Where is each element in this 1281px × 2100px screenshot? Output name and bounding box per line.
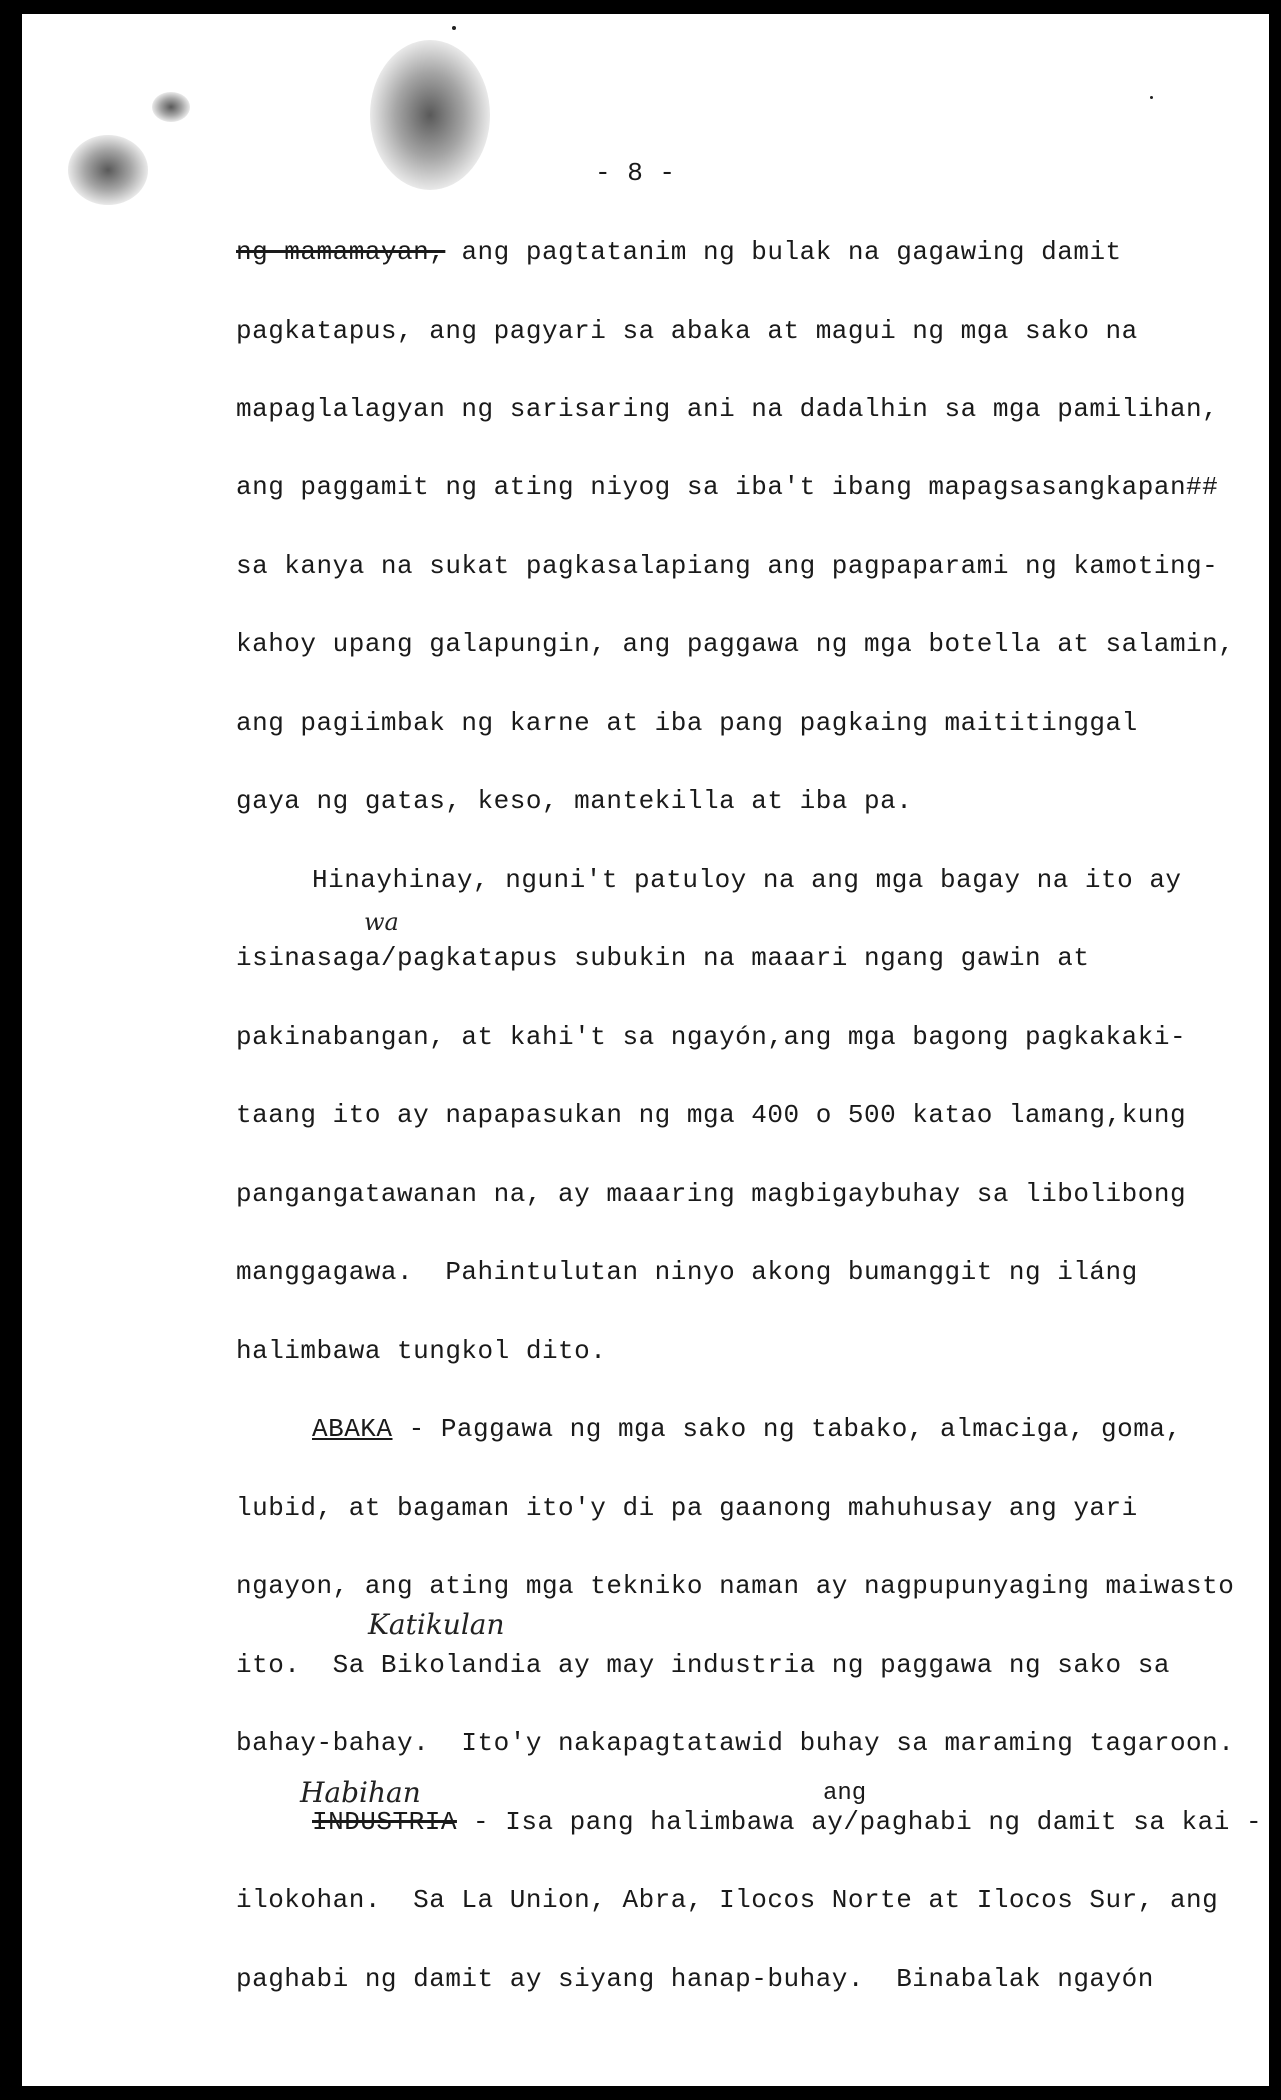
ink-stain-small xyxy=(152,92,190,122)
handwritten-insert-wa: wa xyxy=(364,908,399,936)
scan-border-left xyxy=(0,0,22,2100)
handwritten-habihan: Habihan xyxy=(300,1776,421,1809)
paragraph1-line-1 xyxy=(236,237,1122,267)
paragraph1-line-1-rest: ang pagtatanim ng bulak na gagawing damit xyxy=(445,237,1122,267)
scan-border-top xyxy=(0,0,1281,14)
abaka-heading: ABAKA xyxy=(312,1414,393,1444)
ink-dot-right xyxy=(1150,96,1153,99)
paragraph2-line-4: taang ito ay napapasukan ng mga 400 o 500 katao lamang,kung xyxy=(236,1100,1187,1130)
paragraph1-line-7: ang pagiimbak ng karne at iba pang pagkaing maititinggal xyxy=(236,708,1138,738)
paragraph2-line-5: pangangatawanan na, ay maaaring magbigaybuhay sa libolibong xyxy=(236,1179,1187,1209)
abaka-line-3: ngayon, ang ating mga tekniko naman ay nagpupunyaging maiwasto xyxy=(236,1571,1235,1601)
paragraph2-line-3: pakinabangan, at kahi't sa ngayón,ang mga bagong pagkakaki- xyxy=(236,1022,1187,1052)
page-number: - 8 - xyxy=(595,158,676,188)
industria-line-2: ilokohan. Sa La Union, Abra, Ilocos Norte at Ilocos Sur, ang xyxy=(236,1885,1219,1915)
abaka-line-1 xyxy=(312,1414,1182,1444)
abaka-line-1-rest: - Paggawa ng mga sako ng tabako, almaciga, goma, xyxy=(392,1414,1182,1444)
paragraph1-line-4: ang paggamit ng ating niyog sa iba't ibang mapagsasangkapan## xyxy=(236,472,1219,502)
paragraph1-line-3: mapaglalagyan ng sarisaring ani na dadalhin sa mga pamilihan, xyxy=(236,394,1219,424)
paragraph1-line-5: sa kanya na sukat pagkasalapiang ang pagpaparami ng kamoting- xyxy=(236,551,1219,581)
abaka-line-2: lubid, at bagaman ito'y di pa gaanong mahuhusay ang yari xyxy=(236,1493,1138,1523)
industria-line-1-rest: - Isa pang halimbawa ay/paghabi ng damit sa kai - xyxy=(456,1807,1263,1837)
struck-text: ng mamamayan, xyxy=(236,237,446,267)
paragraph2-line-7: halimbawa tungkol dito. xyxy=(236,1336,607,1366)
ink-dot-top xyxy=(452,26,456,30)
handwritten-katikulan: Katikulan xyxy=(368,1608,505,1641)
industria-line-1 xyxy=(312,1807,1262,1837)
ink-stain-left xyxy=(68,135,148,205)
paragraph2-line-6: manggagawa. Pahintulutan ninyo akong bumanggit ng iláng xyxy=(236,1257,1138,1287)
scan-border-bottom xyxy=(0,2086,1281,2100)
industria-line-3: paghabi ng damit ay siyang hanap-buhay. Binabalak ngayón xyxy=(236,1964,1154,1994)
typed-insert-ang: ang xyxy=(823,1780,867,1807)
scan-border-right xyxy=(1269,0,1281,2100)
paragraph2-line-2: isinasaga/pagkatapus subukin na maaari ngang gawin at xyxy=(236,943,1090,973)
paragraph2-line-1: Hinayhinay, nguni't patuloy na ang mga bagay na ito ay xyxy=(312,865,1182,895)
ink-stain-large xyxy=(370,40,490,190)
abaka-line-4: ito. Sa Bikolandia ay may industria ng paggawa ng sako sa xyxy=(236,1650,1170,1680)
paragraph1-line-2: pagkatapus, ang pagyari sa abaka at magui ng mga sako na xyxy=(236,316,1138,346)
paragraph1-line-8: gaya ng gatas, keso, mantekilla at iba pa. xyxy=(236,786,913,816)
industria-heading: INDUSTRIA xyxy=(312,1807,457,1837)
abaka-line-5: bahay-bahay. Ito'y nakapagtatawid buhay sa maraming tagaroon. xyxy=(236,1728,1235,1758)
paragraph1-line-6: kahoy upang galapungin, ang paggawa ng mga botella at salamin, xyxy=(236,629,1235,659)
